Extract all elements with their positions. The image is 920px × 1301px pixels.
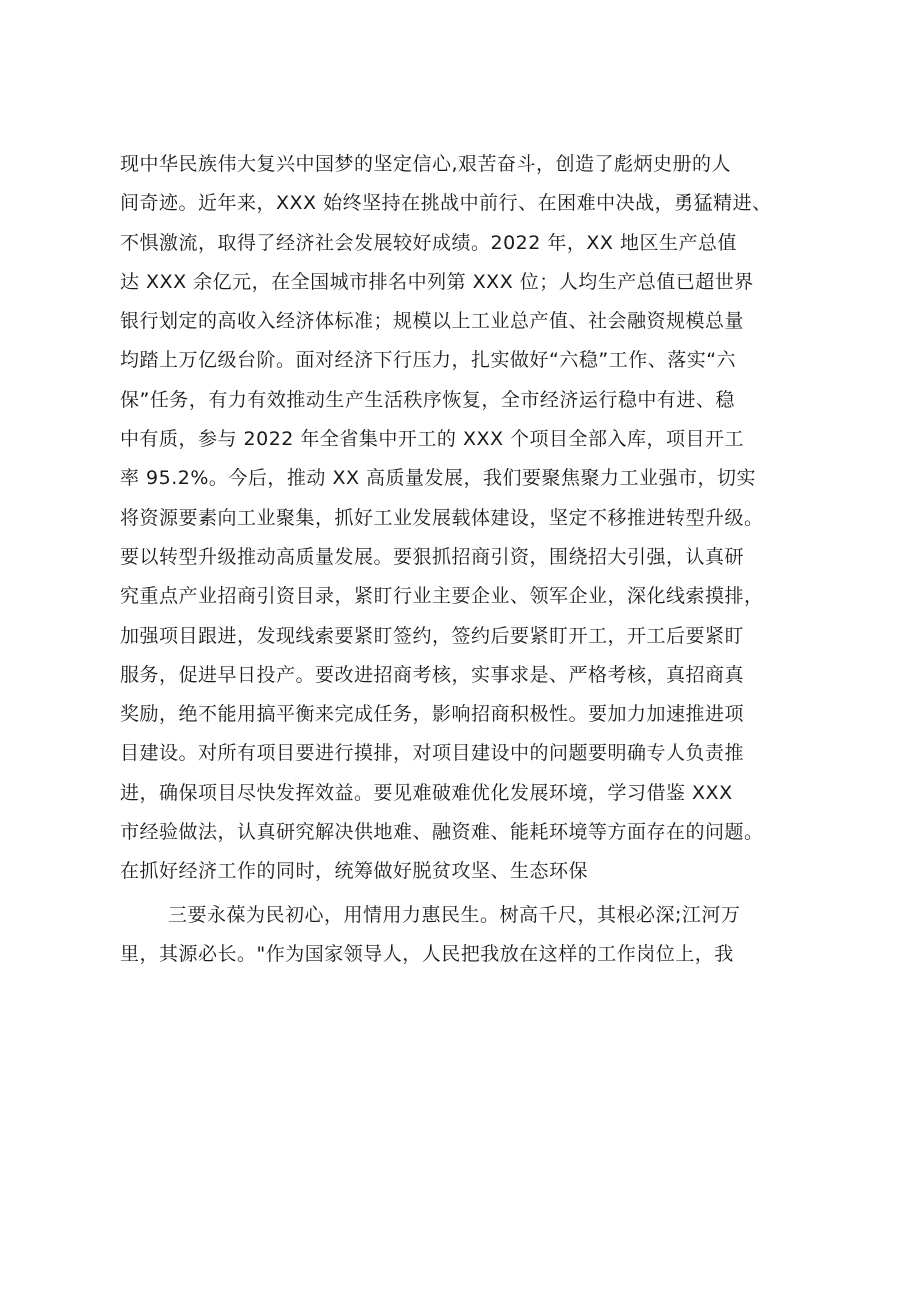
- text-line: 究重点产业招商引资目录，紧盯行业主要企业、领军企业，深化线索摸排，: [120, 585, 764, 608]
- paragraph-1: [120, 145, 820, 892]
- text-line: 间奇迹。近年来，XXX 始终坚持在挑战中前行、在困难中决战，勇猛精进、: [120, 192, 772, 215]
- text-line: 进，确保项目尽快发挥效益。要见难破难优化发展环境，学习借鉴 XXX: [120, 781, 733, 804]
- text-line: 市经验做法，认真研究解决供地难、融资难、能耗环境等方面存在的问题。: [120, 821, 764, 844]
- text-line: 银行划定的高收入经济体标准；规模以上工业总产值、社会融资规模总量: [120, 310, 745, 333]
- text-line: 均踏上万亿级台阶。面对经济下行压力，扎实做好“六稳”工作、落实“六: [120, 349, 737, 372]
- text-line: 保”任务，有力有效推动生产生活秩序恢复，全市经济运行稳中有进、稳: [120, 388, 735, 411]
- text-line: 目建设。对所有项目要进行摸排，对项目建设中的问题要明确专人负责推: [120, 742, 745, 765]
- text-line: 现中华民族伟大复兴中国梦的坚定信心,艰苦奋斗，创造了彪炳史册的人: [120, 153, 732, 175]
- paragraph-2: [120, 896, 820, 975]
- text-line: 中有质，参与 2022 年全省集中开工的 XXX 个项目全部入库，项目开工: [120, 428, 745, 451]
- document-body: [120, 145, 820, 974]
- text-line: 在抓好经济工作的同时，统筹做好脱贫攻坚、生态环保: [120, 860, 589, 883]
- text-line: 要以转型升级推动高质量发展。要狠抓招商引资，围绕招大引强，认真研: [120, 545, 745, 568]
- text-line: 加强项目跟进，发现线索要紧盯签约，签约后要紧盯开工，开工后要紧盯: [120, 624, 745, 647]
- text-line: 三要永葆为民初心，用情用力惠民生。树高千尺，其根必深;江河万: [168, 903, 741, 926]
- text-line: 不惧激流，取得了经济社会发展较好成绩。2022 年，XX 地区生产总值: [120, 231, 737, 254]
- text-line: 达 XXX 余亿元，在全国城市排名中列第 XXX 位；人均生产总值已超世界: [120, 270, 754, 293]
- text-line: 里，其源必长。"作为国家领导人，人民把我放在这样的工作岗位上，我: [120, 942, 734, 965]
- text-line: 服务，促进早日投产。要改进招商考核，实事求是、严格考核，真招商真: [120, 663, 745, 686]
- text-line: 奖励，绝不能用搞平衡来完成任务，影响招商积极性。要加力加速推进项: [120, 703, 745, 726]
- text-line: 将资源要素向工业聚集，抓好工业发展载体建设，坚定不移推进转型升级。: [120, 506, 764, 529]
- text-line: 率 95.2%。今后，推动 XX 高质量发展，我们要聚焦聚力工业强市，切实: [120, 467, 757, 490]
